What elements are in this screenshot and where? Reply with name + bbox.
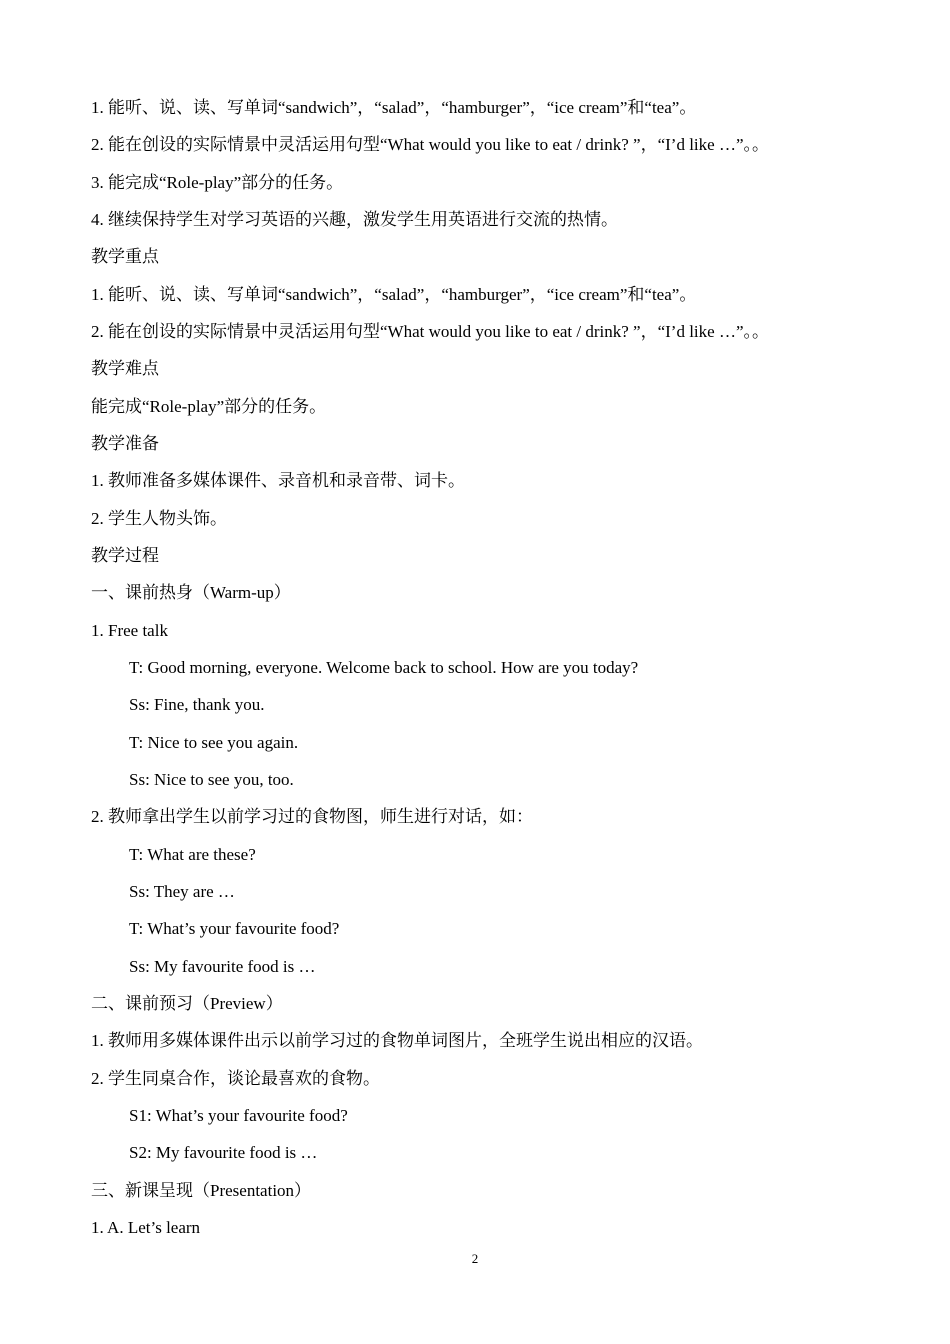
dialogue-line: T: What are these? <box>129 845 256 864</box>
preparation-2: 2. 学生人物头饰。 <box>91 509 227 528</box>
section-heading-difficulties: 教学难点 <box>91 359 159 378</box>
objective-1: 1. 能听、说、读、写单词“sandwich”，“salad”，“hamburger”，“ice cream”和“tea”。 <box>91 98 697 117</box>
subsection-presentation: 三、新课呈现（Presentation） <box>91 1181 312 1200</box>
key-point-2: 2. 能在创设的实际情景中灵活运用句型“What would you like to eat / drink? ”，“I’d like …”。。 <box>91 322 769 341</box>
dialogue-line: T: What’s your favourite food? <box>129 919 340 938</box>
dialogue-line: S1: What’s your favourite food? <box>129 1106 348 1125</box>
dialogue-line: Ss: Nice to see you, too. <box>129 770 294 789</box>
subsection-preview: 二、课前预习（Preview） <box>91 994 283 1013</box>
section-heading-process: 教学过程 <box>91 546 159 565</box>
difficulty-1: 能完成“Role-play”部分的任务。 <box>91 397 327 416</box>
page-number: 2 <box>471 1251 479 1266</box>
section-heading-key-points: 教学重点 <box>91 247 159 266</box>
step-free-talk: 1. Free talk <box>91 621 168 640</box>
dialogue-line: S2: My favourite food is … <box>129 1143 318 1162</box>
step-food-pictures: 2. 教师拿出学生以前学习过的食物图，师生进行对话，如： <box>91 807 533 826</box>
presentation-step-1: 1. A. Let’s learn <box>91 1218 201 1237</box>
dialogue-line: Ss: Fine, thank you. <box>129 695 265 714</box>
preview-step-1: 1. 教师用多媒体课件出示以前学习过的食物单词图片，全班学生说出相应的汉语。 <box>91 1031 703 1050</box>
dialogue-line: T: Good morning, everyone. Welcome back to school. How are you today? <box>129 658 639 677</box>
section-heading-preparation: 教学准备 <box>91 434 159 453</box>
dialogue-line: Ss: They are … <box>129 882 235 901</box>
preview-step-2: 2. 学生同桌合作，谈论最喜欢的食物。 <box>91 1069 380 1088</box>
dialogue-line: Ss: My favourite food is … <box>129 957 316 976</box>
subsection-warm-up: 一、课前热身（Warm-up） <box>91 583 291 602</box>
preparation-1: 1. 教师准备多媒体课件、录音机和录音带、词卡。 <box>91 471 465 490</box>
key-point-1: 1. 能听、说、读、写单词“sandwich”，“salad”，“hamburger”，“ice cream”和“tea”。 <box>91 285 697 304</box>
objective-4: 4. 继续保持学生对学习英语的兴趣，激发学生用英语进行交流的热情。 <box>91 210 618 229</box>
objective-3: 3. 能完成“Role-play”部分的任务。 <box>91 173 344 192</box>
dialogue-line: T: Nice to see you again. <box>129 733 299 752</box>
objective-2: 2. 能在创设的实际情景中灵活运用句型“What would you like to eat / drink? ”，“I’d like …”。。 <box>91 135 769 154</box>
